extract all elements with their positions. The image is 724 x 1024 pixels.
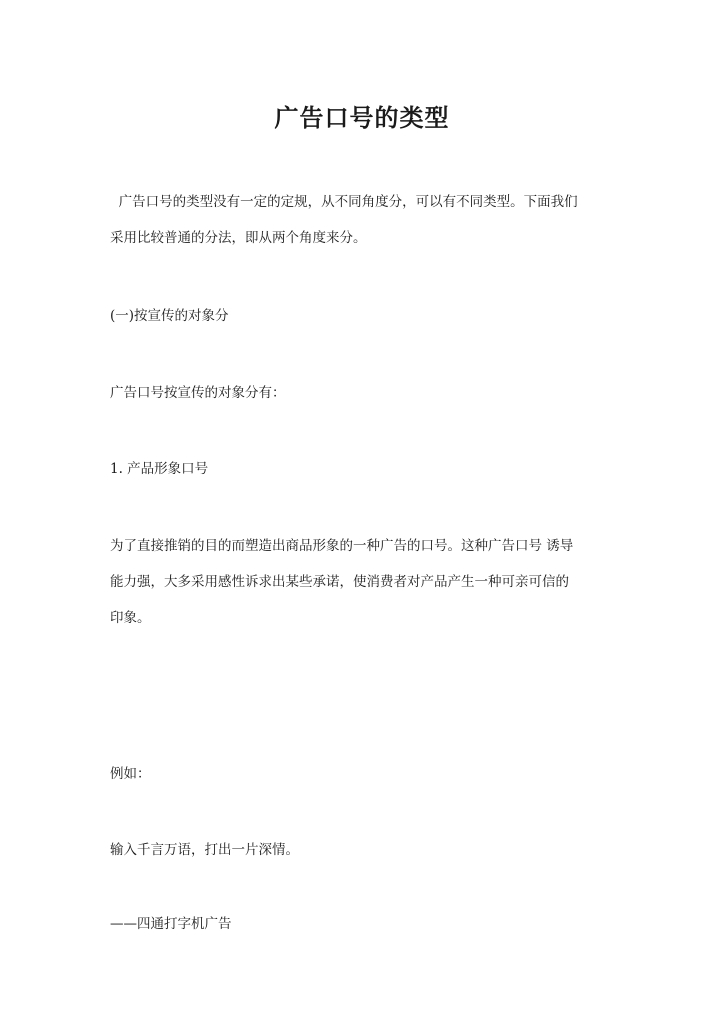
intro-paragraph (110, 192, 622, 248)
intro-line-1: 广告口号的类型没有一定的定规，从不同角度分，可以有不同类型。下面我们 (110, 194, 578, 210)
item-body-paragraph (110, 536, 622, 628)
item-heading: 1. 产品形象口号 (110, 461, 209, 477)
item-body-line-1: 为了直接推销的目的而塑造出商品形象的一种广告的口号。这种广告口号 诱导 (110, 538, 574, 554)
document-title: 广告口号的类型 (274, 104, 450, 132)
example-text: 输入千言万语，打出一片深情。 (110, 842, 299, 858)
item-body-line-3: 印象。 (110, 610, 151, 626)
example-label: 例如： (110, 766, 151, 782)
intro-line-2: 采用比较普通的分法，即从两个角度来分。 (110, 230, 367, 246)
item-body-line-2: 能力强，大多采用感性诉求出某些承诺，使消费者对产品产生一种可亲可信的 (110, 574, 569, 590)
example-source: ——四通打字机广告 (110, 916, 232, 932)
section-heading: (一)按宣传的对象分 (110, 308, 229, 324)
section-lead: 广告口号按宣传的对象分有： (110, 385, 286, 401)
